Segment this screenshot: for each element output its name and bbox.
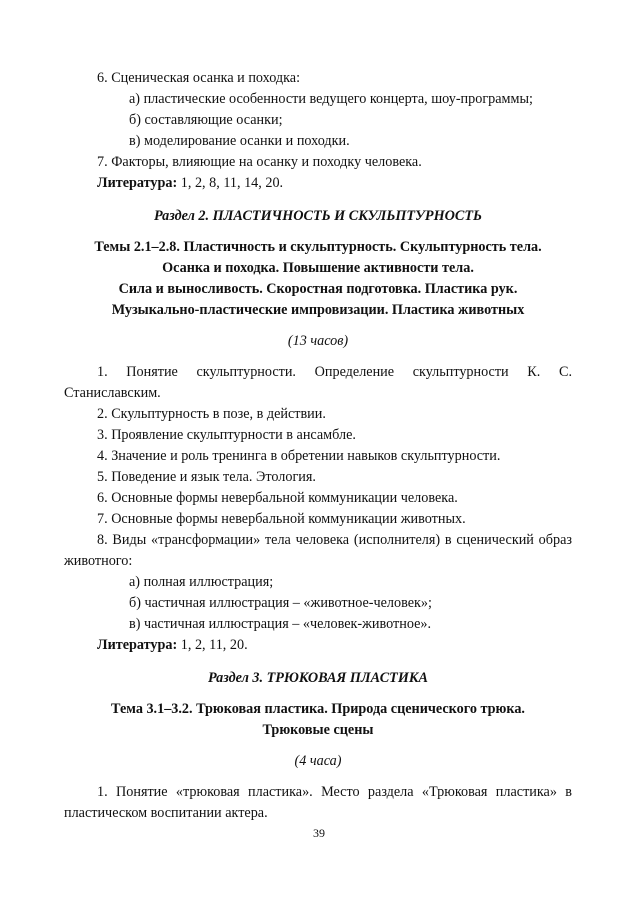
page-number: 39 [313, 826, 325, 840]
section-2-item-3: 3. Проявление скульптурности в ансамбле. [97, 427, 356, 443]
section-3-theme-line-2: Трюковые сцены [262, 722, 374, 738]
item-6: 6. Сценическая осанка и походка: [97, 70, 301, 86]
literature-list: 1, 2, 11, 20. [180, 637, 248, 653]
section-2-item-1: 1. Понятие скульптурности. Определение скульптурности К. С. Станиславским. [64, 364, 572, 401]
section-3-title: Раздел 3. ТРЮКОВАЯ ПЛАСТИКА [208, 670, 428, 686]
literature-label: Литература: [97, 175, 178, 191]
section-2-theme-line-1: Темы 2.1–2.8. Пластичность и скульптурность. Скульптурность тела. [94, 239, 542, 255]
literature-list: 1, 2, 8, 11, 14, 20. [180, 175, 284, 191]
section-2-theme-line-3: Сила и выносливость. Скоростная подготовка. Пластика рук. [118, 281, 518, 297]
section-2-item-2: 2. Скульптурность в позе, в действии. [97, 406, 326, 422]
literature-label: Литература: [97, 637, 178, 653]
section-2-theme-line-2: Осанка и походка. Повышение активности тела. [162, 260, 474, 276]
section-3-hours: (4 часа) [294, 753, 342, 769]
section-2-item-8a: а) полная иллюстрация; [129, 574, 274, 590]
section-2-theme-line-4: Музыкально-пластические импровизации. Пластика животных [111, 302, 525, 318]
page-body [64, 68, 572, 824]
section-2-item-6: 6. Основные формы невербальной коммуникации человека. [97, 490, 458, 506]
section-2-title: Раздел 2. ПЛАСТИЧНОСТЬ И СКУЛЬПТУРНОСТЬ [154, 208, 482, 224]
item-7: 7. Факторы, влияющие на осанку и походку человека. [97, 154, 422, 170]
section-2-item-8c: в) частичная иллюстрация – «человек-животное». [129, 616, 432, 632]
item-6b: б) составляющие осанки; [129, 112, 283, 128]
item-6a: а) пластические особенности ведущего концерта, шоу-программы; [129, 91, 533, 107]
section-2-item-8b: б) частичная иллюстрация – «животное-человек»; [129, 595, 432, 611]
section-3-item-1: 1. Понятие «трюковая пластика». Место раздела «Трюковая пластика» в пластическом воспитании актера. [64, 784, 572, 821]
item-6c: в) моделирование осанки и походки. [129, 133, 350, 149]
section-3-theme-line-1: Тема 3.1–3.2. Трюковая пластика. Природа сценического трюка. [111, 701, 525, 717]
section-2-item-8: 8. Виды «трансформации» тела человека (исполнителя) в сценический образ животного: [64, 532, 572, 569]
literature-2 [64, 635, 572, 656]
section-2-hours: (13 часов) [287, 333, 349, 349]
section-2-item-5: 5. Поведение и язык тела. Этология. [97, 469, 316, 485]
section-2-item-4: 4. Значение и роль тренинга в обретении навыков скульптурности. [97, 448, 501, 464]
literature-1 [64, 173, 572, 194]
section-2-item-7: 7. Основные формы невербальной коммуникации животных. [97, 511, 466, 527]
